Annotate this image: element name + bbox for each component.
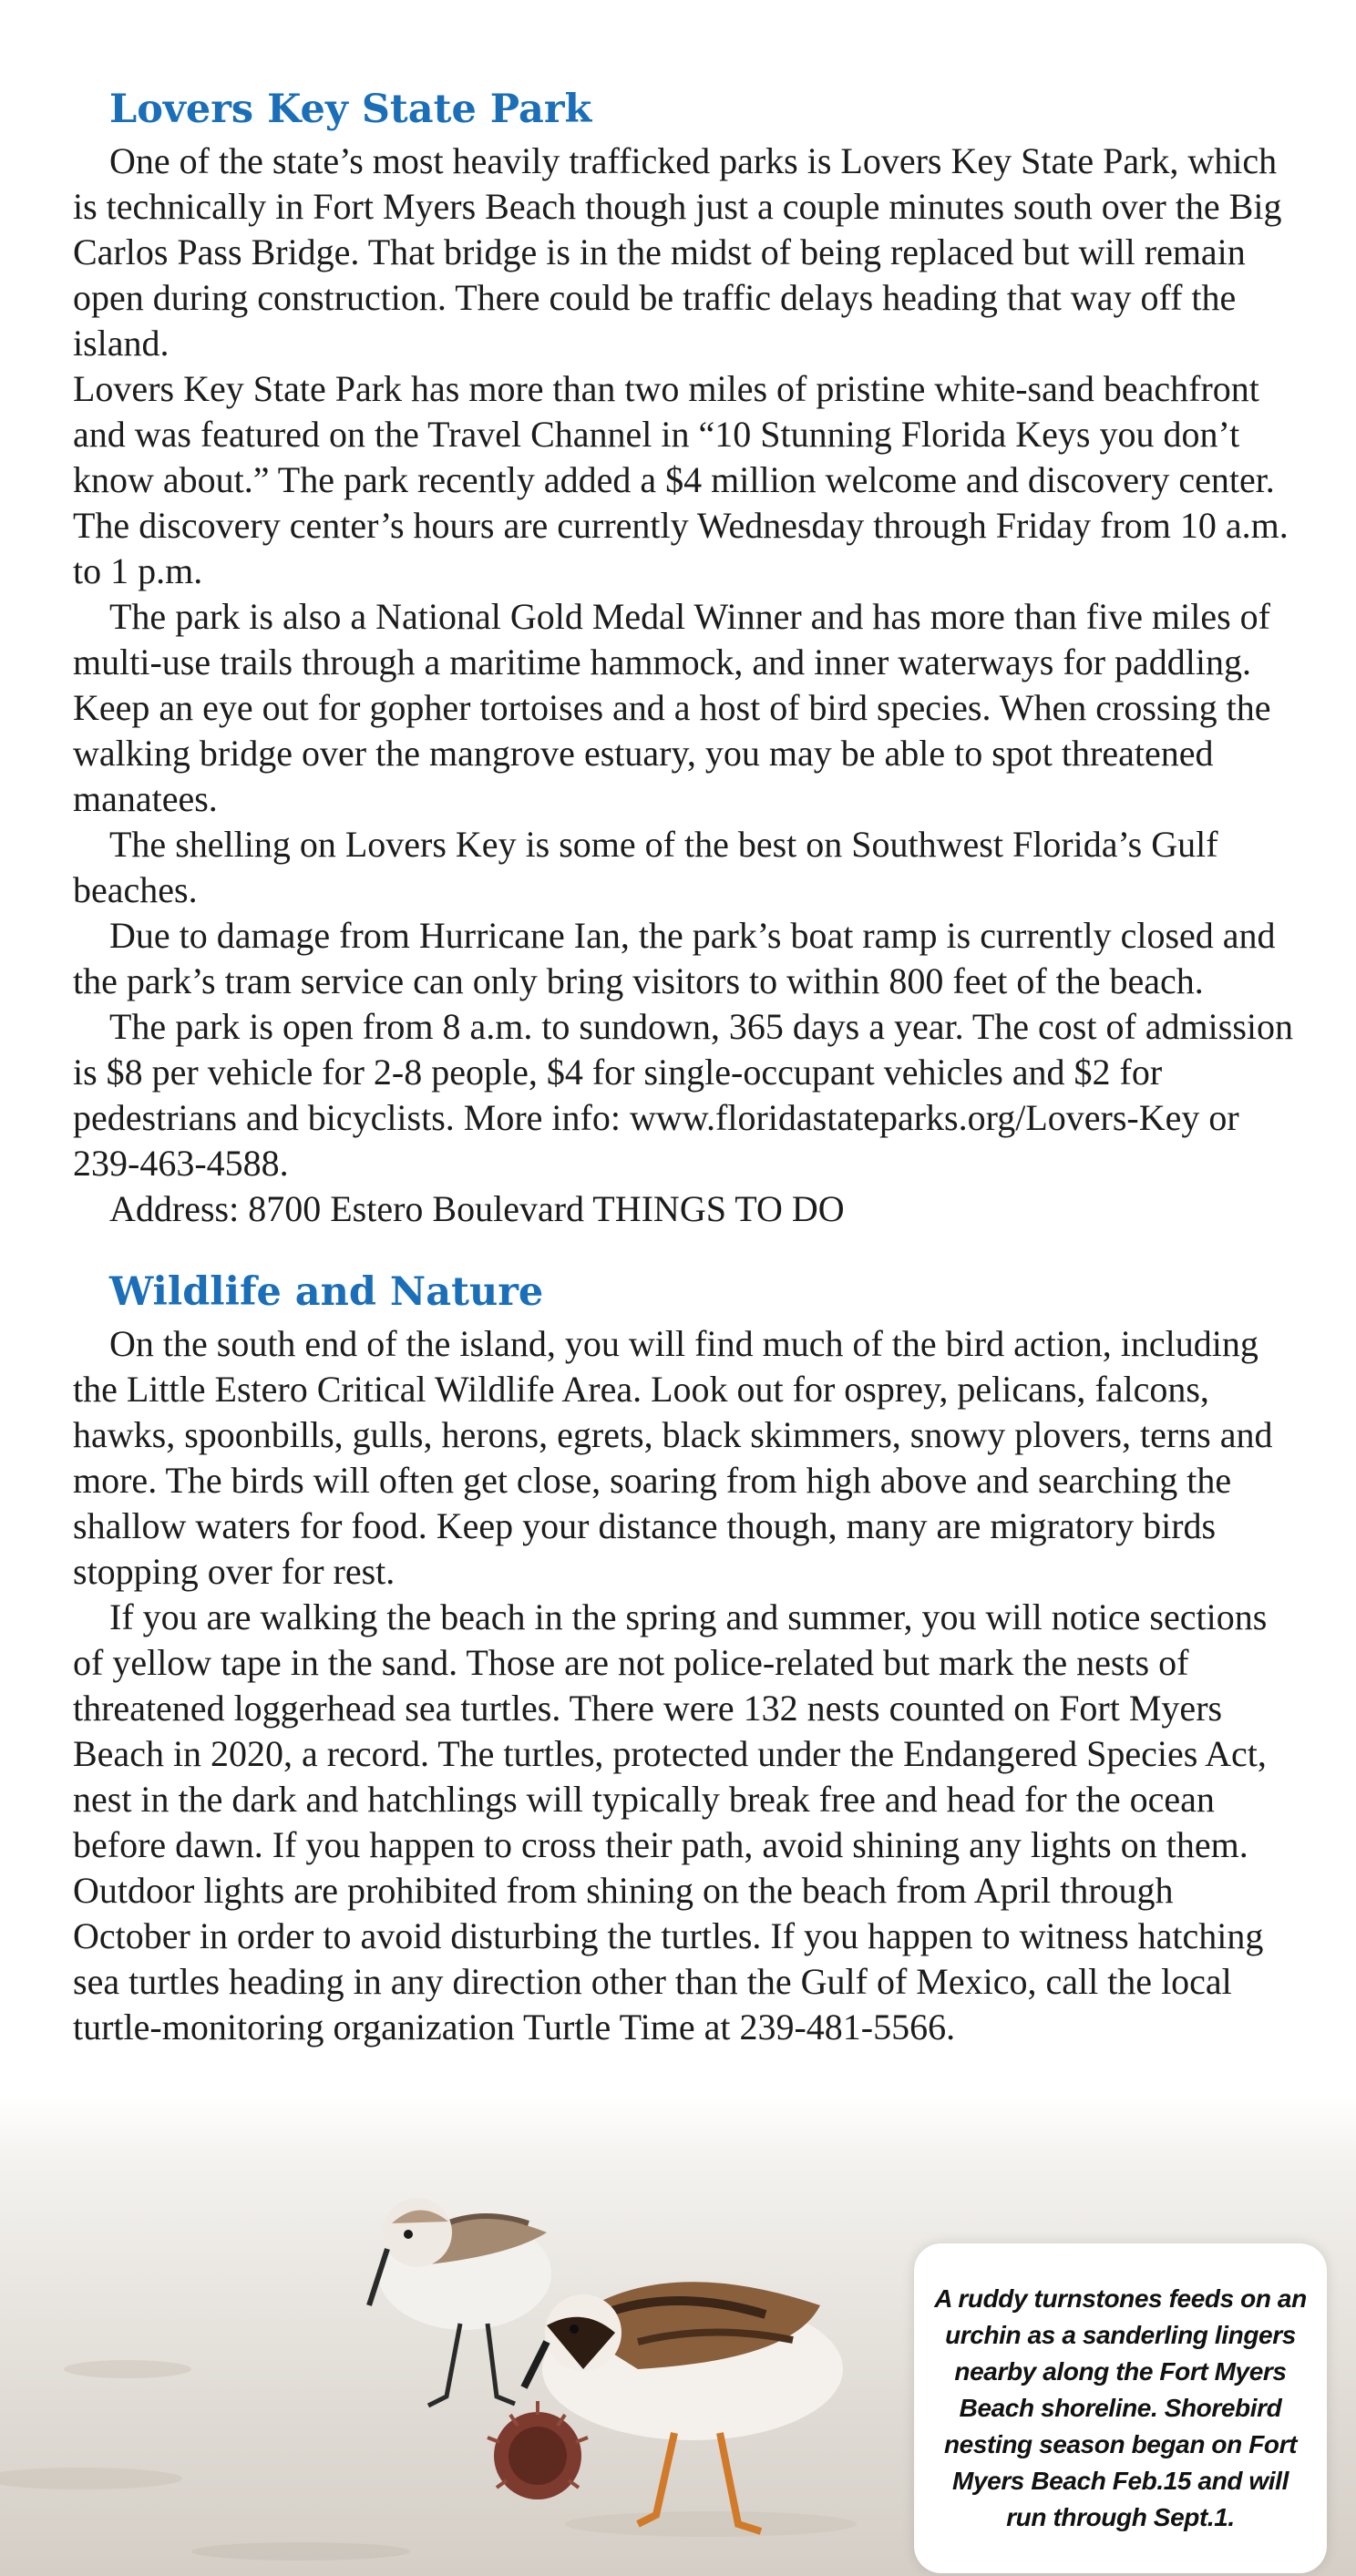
article-body bbox=[73, 84, 1294, 2085]
paragraph: The park is open from 8 a.m. to sundown, 365 days a year. The cost of admission is $8 per vehicle for 2-8 people, $4 for single-occupant vehicles and $2 for pedestrians and bicyclists. More info: www.floridastateparks.org/Lovers-Key or 239-463-4588. bbox=[73, 1006, 1294, 1184]
section-heading: Wildlife and Nature bbox=[109, 1269, 544, 1315]
section-lovers-key bbox=[73, 84, 1294, 1232]
paragraph: The shelling on Lovers Key is some of the best on Southwest Florida’s Gulf beaches. bbox=[73, 824, 1218, 910]
ruddy-turnstone-bird bbox=[524, 2282, 843, 2531]
section-heading: Lovers Key State Park bbox=[109, 87, 592, 132]
sea-urchin bbox=[488, 2401, 588, 2499]
paragraph: Due to damage from Hurricane Ian, the park’s boat ramp is currently closed and the park’s tram service can only bring visitors to within 800 feet of the beach. bbox=[73, 915, 1276, 1001]
paragraph: The park is also a National Gold Medal Winner and has more than five miles of multi-use trails through a maritime hammock, and inner waterways for paddling. Keep an eye out for gopher tortoises and a host of bird species. When crossing the walking bridge over the mangrove estuary, you may be able to spot threatened manatees. bbox=[73, 596, 1271, 819]
photo-caption-box bbox=[914, 2243, 1327, 2573]
sanderling-bird bbox=[369, 2198, 551, 2406]
paragraph: On the south end of the island, you will find much of the bird action, including the Little Estero Critical Wildlife Area. Look out for osprey, pelicans, falcons, hawks, spoonbills, gulls, herons, egrets, black skimmers, snowy plovers, terns and more. The birds will often get close, soaring from high above and searching the shallow waters for food. Keep your distance though, many are migratory birds stopping over for rest. bbox=[73, 1323, 1273, 1592]
paragraph: Lovers Key State Park has more than two miles of pristine white-sand beachfront and was featured on the Travel Channel in “10 Stunning Florida Keys you don’t know about.” The park recently added a $4 million welcome and discovery center. The discovery center’s hours are currently Wednesday through Friday from 10 a.m. to 1 p.m. bbox=[73, 368, 1289, 591]
paragraph: If you are walking the beach in the spring and summer, you will notice sections of yellow tape in the sand. Those are not police-related but mark the nests of threatened loggerhead sea turtles. There were 132 nests counted on Fort Myers Beach in 2020, a record. The turtles, protected under the Endangered Species Act, nest in the dark and hatchlings will typically break free and head for the ocean before dawn. If you happen to cross their path, avoid shining any lights on them. Outdoor lights are prohibited from shining on the beach from April through October in order to avoid disturbing the turtles. If you happen to witness hatching sea turtles heading in any direction other than the Gulf of Mexico, call the local turtle-monitoring organization Turtle Time at 239-481-5566. bbox=[73, 1596, 1268, 2047]
section-wildlife bbox=[73, 1267, 1294, 2050]
photo-caption: A ruddy turnstones feeds on an urchin as a sanderling lingers nearby along the Fort Myers Beach shoreline. Shorebird nesting season began on Fort Myers Beach Feb.15 and will run through Sept.1. bbox=[934, 2284, 1307, 2531]
address-line: Address: 8700 Estero Boulevard THINGS TO DO bbox=[109, 1188, 845, 1229]
paragraph: One of the state’s most heavily trafficked parks is Lovers Key State Park, which is technically in Fort Myers Beach though just a couple minutes south over the Big Carlos Pass Bridge. That bridge is in the midst of being replaced but will remain open during construction. There could be traffic delays heading that way off the island. bbox=[73, 140, 1282, 364]
